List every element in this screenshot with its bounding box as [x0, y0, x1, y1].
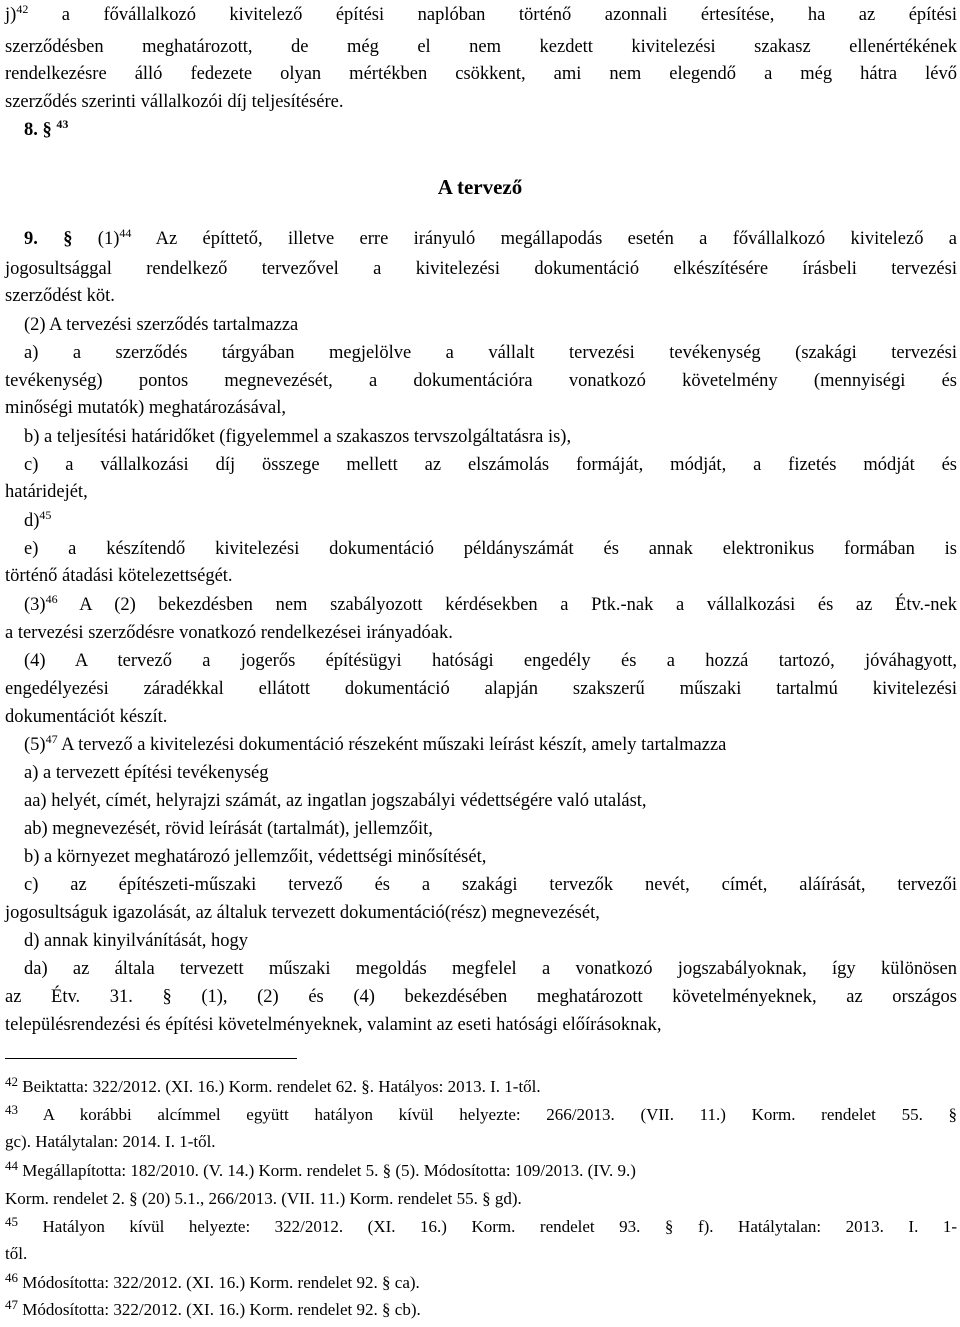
text-line [5, 370, 957, 392]
text-line [5, 258, 957, 280]
section-number: 9. § [24, 229, 98, 249]
text-line [5, 91, 957, 113]
text-line [24, 538, 957, 560]
text-run: A tervező [437, 175, 523, 199]
footnote-line [5, 1299, 957, 1321]
footnote-ref: 46 [5, 1270, 18, 1285]
text-run: gc). Hatálytalan: 2014. I. 1-től. [5, 1132, 216, 1151]
text-run: rendelkezésre álló fedezete olyan mértékben csökkent, ami nem elegendő a még hátra lévő [5, 64, 957, 84]
footnote-ref: 45 [5, 1214, 18, 1229]
text-line [5, 565, 957, 587]
text-line [24, 762, 957, 784]
text-line [24, 510, 957, 532]
text-run: engedélyezési záradékkal ellátott dokumentáció alapján szakszerű műszaki tartalmú kivitelezési [5, 679, 957, 699]
text-run: szerződést köt. [5, 286, 115, 306]
text-line [24, 228, 957, 250]
footnote-line [5, 1131, 957, 1153]
text-line [24, 650, 957, 672]
text-run: (1) [97, 229, 120, 249]
text-run: Megállapította: 182/2010. (V. 14.) Korm. rendelet 5. § (5). Módosította: 109/2013. (IV. 9.) [18, 1161, 636, 1180]
text-line [5, 481, 957, 503]
footnote-line [5, 1243, 957, 1265]
text-run: Hatályon kívül helyezte: 322/2012. (XI. 16.) Korm. rendelet 93. § f). Hatálytalan: 2013. I. 1- [18, 1217, 957, 1236]
text-run: (5) [24, 735, 46, 755]
text-line [24, 454, 957, 476]
footnote-line [5, 1188, 957, 1210]
text-line [24, 930, 957, 952]
text-run: (2) A tervezési szerződés tartalmazza [24, 315, 299, 335]
text-run: az Étv. 31. § (1), (2) és (4) bekezdésében meghatározott követelményeknek, az országos [5, 987, 957, 1007]
text-run: ab) megnevezését, rövid leírását (tartalmát), jellemzőit, [24, 819, 433, 839]
text-line [24, 958, 957, 980]
text-run: szerződésben meghatározott, de még el nem kezdett kivitelezési szakasz ellenértékének [5, 37, 957, 57]
text-run: A tervező a kivitelezési dokumentáció részeként műszaki leírást készít, amely tartalmazza [57, 735, 727, 755]
text-line [5, 397, 957, 419]
text-line [5, 36, 957, 58]
text-run: jogosultsággal rendelkező tervezővel a kivitelezési dokumentáció elkészítésére írásbeli tervezési [5, 259, 957, 279]
text-run: dokumentációt készít. [5, 707, 168, 727]
text-run: től. [5, 1244, 28, 1263]
text-run: Módosította: 322/2012. (XI. 16.) Korm. rendelet 92. § cb). [18, 1300, 421, 1319]
text-run: történő átadási kötelezettségét. [5, 566, 233, 586]
footnote-ref: 42 [5, 1074, 18, 1089]
text-line [5, 986, 957, 1008]
text-line [24, 426, 957, 448]
text-run: b) a környezet meghatározó jellemzőit, védettségi minősítését, [24, 847, 487, 867]
text-run: a tervezési szerződésre vonatkozó rendelkezései irányadóak. [5, 623, 453, 643]
footnote-ref: 45 [39, 508, 52, 522]
text-run: tevékenység) pontos megnevezését, a dokumentációra vonatkozó követelmény (mennyiségi és [5, 371, 957, 391]
text-run: aa) helyét, címét, helyrajzi számát, az ingatlan jogszabályi védettségére való utalást, [24, 791, 647, 811]
text-line [5, 63, 957, 85]
text-line [24, 594, 957, 616]
footnote-ref: 43 [56, 117, 69, 131]
text-run: j) [5, 5, 17, 25]
text-line [24, 790, 957, 812]
text-line [5, 902, 957, 924]
text-line [24, 874, 957, 896]
footnote-ref: 46 [45, 592, 58, 606]
footnote-line [5, 1104, 957, 1126]
text-line [5, 622, 957, 644]
text-line [24, 734, 957, 756]
text-run: jogosultságuk igazolását, az általuk tervezett dokumentáció(rész) megnevezését, [5, 903, 600, 923]
text-run: d) annak kinyilvánítását, hogy [24, 931, 249, 951]
text-run: b) a teljesítési határidőket (figyelemmel a szakaszos tervszolgáltatásra is), [24, 427, 572, 447]
footnote-line [5, 1076, 957, 1098]
text-run: a fővállalkozó kivitelező építési naplóban történő azonnali értesítése, ha az építési [28, 5, 957, 25]
text-line [24, 846, 957, 868]
footnote-line [5, 1216, 957, 1238]
text-line [0, 174, 960, 200]
footnote-line [5, 1272, 957, 1294]
text-run: szerződés szerinti vállalkozói díj teljesítésére. [5, 92, 344, 112]
text-run: A korábbi alcímmel együtt hatályon kívül helyezte: 266/2013. (VII. 11.) Korm. rendelet 55. § [18, 1105, 957, 1124]
text-run: e) a készítendő kivitelezési dokumentáció példányszámát és annak elektronikus formában is [24, 539, 957, 559]
text-line [5, 706, 957, 728]
text-run: Korm. rendelet 2. § (20) 5.1., 266/2013. (VII. 11.) Korm. rendelet 55. § gd). [5, 1189, 522, 1208]
text-line [24, 342, 957, 364]
text-run: Beiktatta: 322/2012. (XI. 16.) Korm. rendelet 62. §. Hatályos: 2013. I. 1-től. [18, 1077, 541, 1096]
text-line [5, 1014, 957, 1036]
footnote-ref: 43 [5, 1102, 18, 1117]
footnote-ref: 47 [45, 732, 58, 746]
text-run: a) a szerződés tárgyában megjelölve a vállalt tervezési tevékenység (szakági tervezési [24, 343, 957, 363]
text-run: határidejét, [5, 482, 88, 502]
text-run: A (2) bekezdésben nem szabályozott kérdésekben a Ptk.-nak a vállalkozási és az Étv.-nek [57, 595, 957, 615]
text-run: minőségi mutatók) meghatározásával, [5, 398, 287, 418]
text-run: d) [24, 511, 40, 531]
text-run: a) a tervezett építési tevékenység [24, 763, 269, 783]
footnote-line [5, 1160, 957, 1182]
text-run: településrendezési és építési követelményeknek, valamint az eseti hatósági előírásoknak, [5, 1015, 662, 1035]
text-run: (4) A tervező a jogerős építésügyi hatósági engedély és a hozzá tartozó, jóváhagyott, [24, 651, 957, 671]
text-line [24, 314, 957, 336]
text-run: 8. § [24, 120, 57, 140]
text-line [5, 285, 957, 307]
text-line [5, 678, 957, 700]
text-run: c) az építészeti-műszaki tervező és a szakági tervezők nevét, címét, aláírását, tervezői [24, 875, 957, 895]
footnote-ref: 47 [5, 1297, 18, 1312]
text-run: (3) [24, 595, 46, 615]
text-line [24, 119, 957, 141]
text-line [5, 4, 957, 26]
text-line [24, 818, 957, 840]
text-run: c) a vállalkozási díj összege mellett az elszámolás formáját, módját, a fizetés módját és [24, 455, 957, 475]
text-run: Módosította: 322/2012. (XI. 16.) Korm. rendelet 92. § ca). [18, 1273, 420, 1292]
footnote-separator [5, 1058, 297, 1059]
text-run: da) az általa tervezett műszaki megoldás megfelel a vonatkozó jogszabályoknak, így különösen [24, 959, 957, 979]
footnote-ref: 44 [119, 226, 132, 240]
text-run: Az építtető, illetve erre irányuló megállapodás esetén a fővállalkozó kivitelező a [131, 229, 957, 249]
footnote-ref: 42 [16, 2, 29, 16]
footnote-ref: 44 [5, 1158, 18, 1173]
